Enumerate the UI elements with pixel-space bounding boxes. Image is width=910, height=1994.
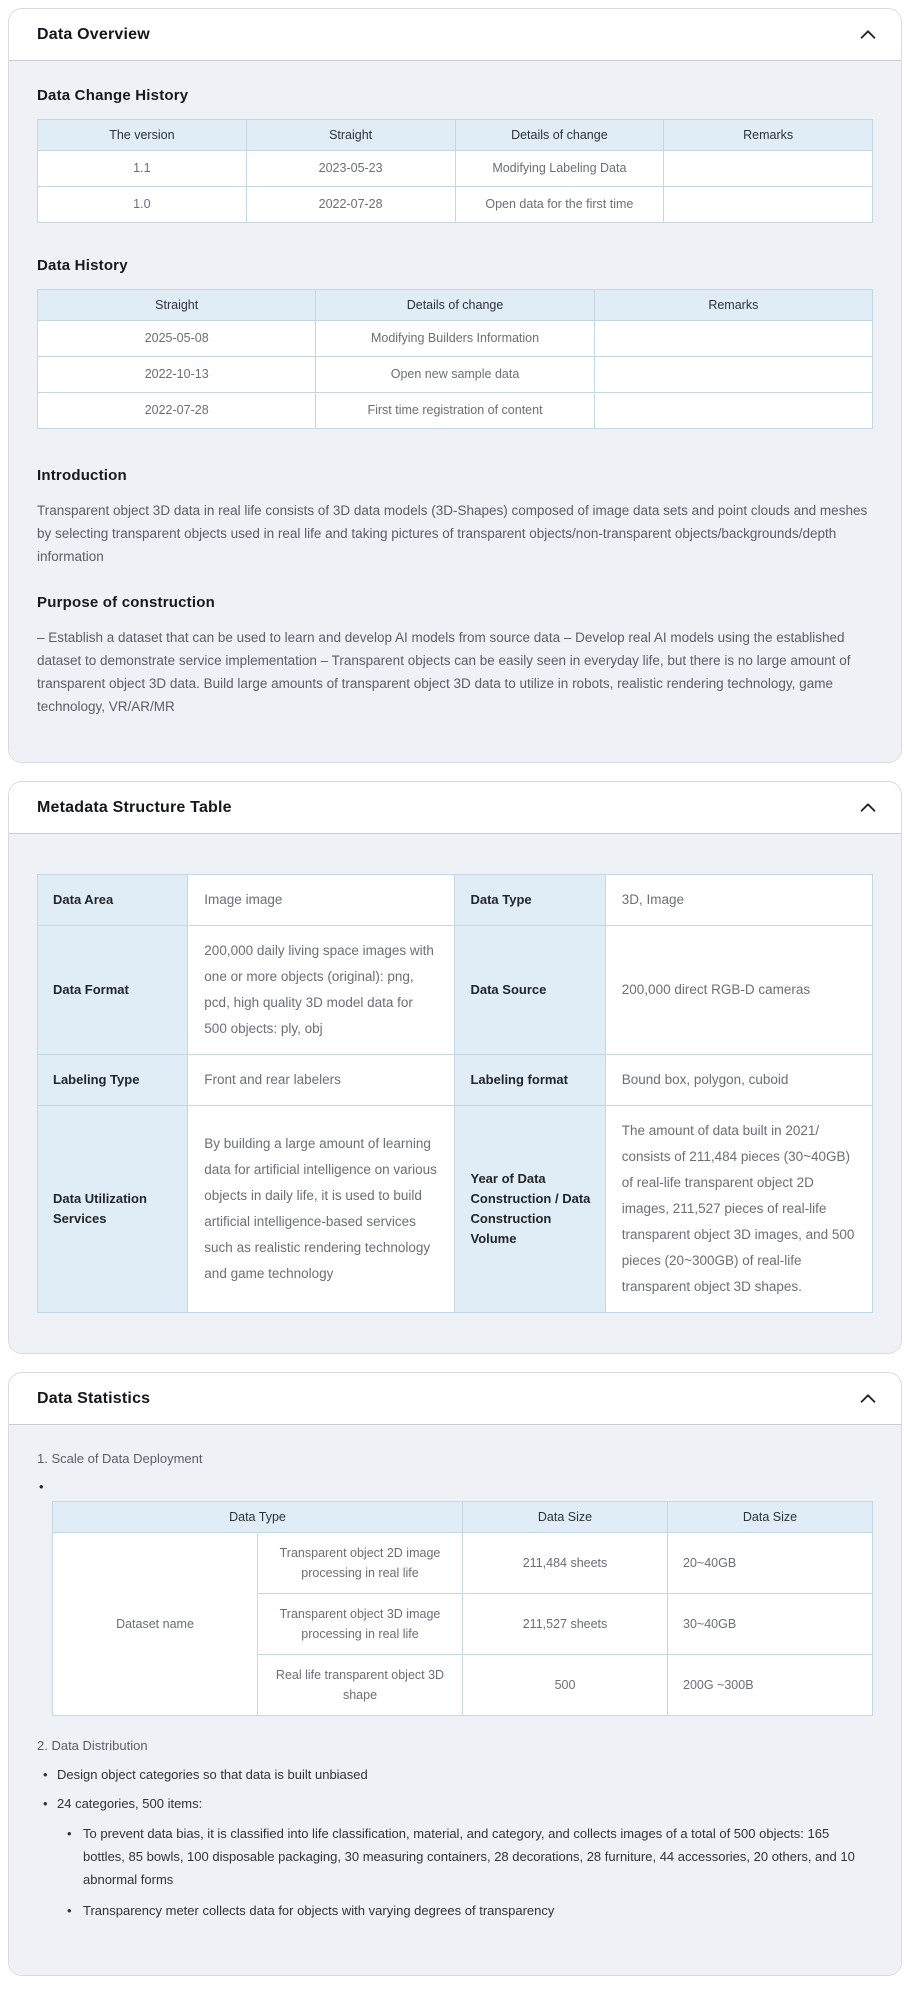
column-header: Data Type bbox=[53, 1502, 463, 1533]
data-volume-cell: 20~40GB bbox=[668, 1533, 873, 1594]
data-overview-card bbox=[8, 8, 902, 763]
metadata-value: 200,000 direct RGB-D cameras bbox=[605, 926, 872, 1055]
metadata-label: Data Type bbox=[455, 875, 605, 926]
metadata-structure-body bbox=[9, 834, 901, 1353]
table-row bbox=[38, 357, 873, 393]
bullet-marker: • bbox=[39, 1479, 44, 1494]
change-history-heading: Data Change History bbox=[37, 87, 189, 104]
table-row bbox=[38, 393, 873, 429]
date-cell: 2025-05-08 bbox=[38, 321, 316, 357]
introduction-heading: Introduction bbox=[37, 467, 127, 484]
details-cell: Open new sample data bbox=[316, 357, 594, 393]
date-cell: 2022-07-28 bbox=[38, 393, 316, 429]
version-cell: 1.0 bbox=[38, 187, 247, 223]
chevron-up-icon[interactable] bbox=[857, 24, 879, 46]
metadata-label: Data Utilization Services bbox=[38, 1106, 188, 1313]
table-row bbox=[38, 875, 873, 926]
card-title: Data Statistics bbox=[37, 1389, 151, 1407]
list-item-text: 24 categories, 500 items: bbox=[57, 1796, 203, 1811]
data-size-cell: 500 bbox=[463, 1655, 668, 1716]
list-item: • Design object categories so that data is built unbiased bbox=[37, 1765, 873, 1785]
metadata-table bbox=[37, 874, 873, 1313]
table-row bbox=[38, 151, 873, 187]
table-row bbox=[38, 1055, 873, 1106]
metadata-structure-card bbox=[8, 781, 902, 1354]
remarks-cell bbox=[594, 321, 872, 357]
metadata-value: Bound box, polygon, cuboid bbox=[605, 1055, 872, 1106]
table-row bbox=[38, 321, 873, 357]
column-header: The version bbox=[38, 120, 247, 151]
details-cell: Modifying Labeling Data bbox=[455, 151, 664, 187]
data-history-table bbox=[37, 289, 873, 429]
version-cell: 1.1 bbox=[38, 151, 247, 187]
introduction-text: Transparent object 3D data in real life consists of 3D data models (3D-Shapes) composed of image data sets and point clouds and meshes by selecting transparent objects used in real life and taking pictures of transparent objects/non-transparent objects/backgrounds/depth information bbox=[37, 503, 868, 564]
column-header: Details of change bbox=[316, 290, 594, 321]
data-type-cell: Transparent object 3D image processing in real life bbox=[258, 1594, 463, 1655]
table-row bbox=[53, 1533, 873, 1594]
metadata-value: Image image bbox=[188, 875, 455, 926]
data-type-cell: Transparent object 2D image processing in real life bbox=[258, 1533, 463, 1594]
chevron-up-icon[interactable] bbox=[857, 797, 879, 819]
purpose-heading: Purpose of construction bbox=[37, 594, 215, 611]
data-change-history-table bbox=[37, 119, 873, 223]
table-header-row bbox=[53, 1502, 873, 1533]
data-statistics-body bbox=[9, 1425, 901, 1975]
data-size-cell: 211,484 sheets bbox=[463, 1533, 668, 1594]
metadata-label: Labeling format bbox=[455, 1055, 605, 1106]
date-cell: 2023-05-23 bbox=[246, 151, 455, 187]
data-distribution-list bbox=[37, 1765, 873, 1922]
list-item: • Transparency meter collects data for objects with varying degrees of transparency bbox=[57, 1899, 873, 1922]
purpose-text: – Establish a dataset that can be used to learn and develop AI models from source data – Develop real AI models using the established dataset to demonstrate service implementation – Transparent objects can be easily seen in everyday life, but there is no large amount of transparent object 3D data. Build large amounts of transparent object 3D data to utilize in robots, realistic rendering technology, game technology, VR/AR/MR bbox=[37, 630, 851, 714]
metadata-structure-header[interactable] bbox=[9, 782, 901, 834]
remarks-cell bbox=[664, 187, 873, 223]
details-cell: First time registration of content bbox=[316, 393, 594, 429]
metadata-value: 200,000 daily living space images with one or more objects (original): png, pcd, high quality 3D model data for 500 objects: ply, obj bbox=[188, 926, 455, 1055]
metadata-label: Data Format bbox=[38, 926, 188, 1055]
data-type-cell: Real life transparent object 3D shape bbox=[258, 1655, 463, 1716]
data-overview-header[interactable] bbox=[9, 9, 901, 61]
remarks-cell bbox=[594, 357, 872, 393]
dataset-name-cell: Dataset name bbox=[53, 1533, 258, 1716]
remarks-cell bbox=[664, 151, 873, 187]
metadata-value: Front and rear labelers bbox=[188, 1055, 455, 1106]
details-cell: Modifying Builders Information bbox=[316, 321, 594, 357]
data-distribution-sublist bbox=[57, 1822, 873, 1922]
date-cell: 2022-10-13 bbox=[38, 357, 316, 393]
table-row bbox=[38, 926, 873, 1055]
card-title: Data Overview bbox=[37, 25, 150, 43]
scale-of-data-heading: 1. Scale of Data Deployment bbox=[37, 1451, 203, 1466]
chevron-up-icon[interactable] bbox=[857, 1388, 879, 1410]
metadata-value: 3D, Image bbox=[605, 875, 872, 926]
column-header: Data Size bbox=[463, 1502, 668, 1533]
metadata-value: By building a large amount of learning data for artificial intelligence on various objects in daily life, it is used to build artificial intelligence-based services such as realistic rendering technology and game technology bbox=[188, 1106, 455, 1313]
list-item bbox=[37, 1794, 873, 1922]
column-header: Remarks bbox=[664, 120, 873, 151]
list-item: • To prevent data bias, it is classified into life classification, material, and category, and collects images of a total of 500 objects: 165 bottles, 85 bowls, 100 disposable packaging, 30 measuring containers, 28 decorations, 28 furniture, 44 accessories, 20 others, and 10 abnormal forms bbox=[57, 1822, 873, 1891]
data-statistics-header[interactable] bbox=[9, 1373, 901, 1425]
data-volume-cell: 200G ~300B bbox=[668, 1655, 873, 1716]
column-header: Remarks bbox=[594, 290, 872, 321]
metadata-label: Data Area bbox=[38, 875, 188, 926]
card-title: Metadata Structure Table bbox=[37, 798, 232, 816]
metadata-label: Year of Data Construction / Data Construction Volume bbox=[455, 1106, 605, 1313]
scale-of-data-table bbox=[52, 1501, 873, 1716]
data-size-cell: 211,527 sheets bbox=[463, 1594, 668, 1655]
remarks-cell bbox=[594, 393, 872, 429]
date-cell: 2022-07-28 bbox=[246, 187, 455, 223]
data-distribution-heading: 2. Data Distribution bbox=[37, 1738, 148, 1753]
metadata-label: Labeling Type bbox=[38, 1055, 188, 1106]
data-volume-cell: 30~40GB bbox=[668, 1594, 873, 1655]
data-overview-body bbox=[9, 61, 901, 762]
metadata-value: The amount of data built in 2021/ consists of 211,484 pieces (30~40GB) of real-life transparent object 2D images, 211,527 pieces of real-life transparent object 3D images, and 500 pieces (20~300GB) of real-life transparent object 3D shapes. bbox=[605, 1106, 872, 1313]
metadata-label: Data Source bbox=[455, 926, 605, 1055]
table-header-row bbox=[38, 120, 873, 151]
table-row bbox=[38, 1106, 873, 1313]
column-header: Straight bbox=[38, 290, 316, 321]
data-statistics-card bbox=[8, 1372, 902, 1976]
column-header: Details of change bbox=[455, 120, 664, 151]
column-header: Data Size bbox=[668, 1502, 873, 1533]
details-cell: Open data for the first time bbox=[455, 187, 664, 223]
column-header: Straight bbox=[246, 120, 455, 151]
data-history-heading: Data History bbox=[37, 257, 128, 274]
table-header-row bbox=[38, 290, 873, 321]
table-row bbox=[38, 187, 873, 223]
